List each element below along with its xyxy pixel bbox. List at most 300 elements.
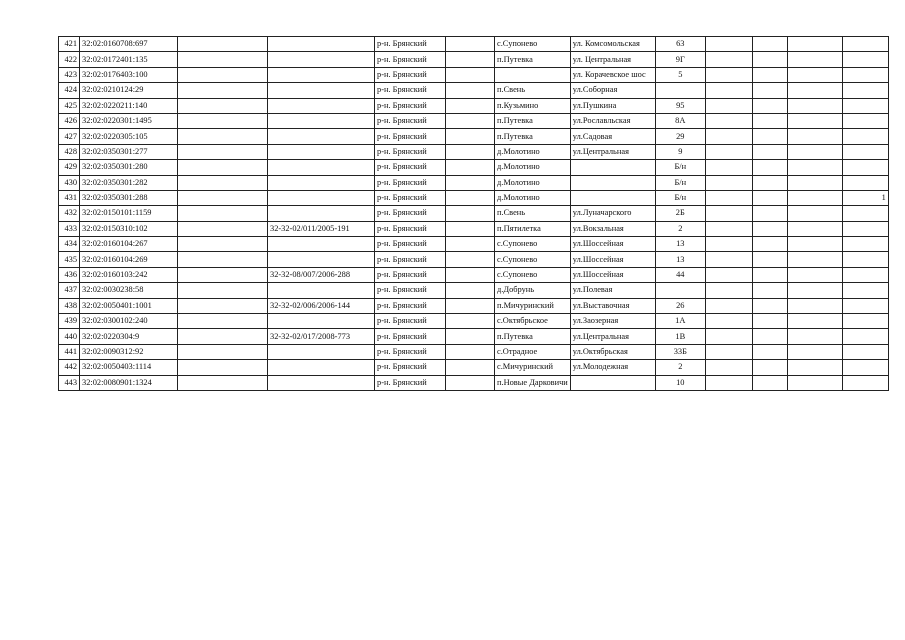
blank-cell-cell xyxy=(705,113,752,128)
blank-cell-cell xyxy=(787,160,842,175)
registration-number-cell xyxy=(268,67,375,82)
street-cell xyxy=(570,175,655,190)
table-row xyxy=(59,190,889,205)
blank-cell-cell xyxy=(705,37,752,52)
row-number-cell: 423 xyxy=(59,67,80,82)
blank-cell-cell xyxy=(752,314,787,329)
blank-cell-cell xyxy=(446,113,495,128)
extra-value-cell xyxy=(842,206,888,221)
row-number-cell: 438 xyxy=(59,298,80,313)
row-number-cell: 442 xyxy=(59,360,80,375)
locality-cell: с.Супонево xyxy=(495,267,571,282)
property-registry-table xyxy=(58,36,889,391)
table-row xyxy=(59,67,889,82)
extra-value-cell xyxy=(842,221,888,236)
extra-value-cell xyxy=(842,37,888,52)
blank-cell-cell xyxy=(752,98,787,113)
street-cell: ул. Комсомольская xyxy=(570,37,655,52)
street-cell: ул.Шоссейная xyxy=(570,267,655,282)
blank-cell-cell xyxy=(178,144,268,159)
blank-cell-cell xyxy=(705,52,752,67)
row-number-cell: 436 xyxy=(59,267,80,282)
street-cell: ул.Шоссейная xyxy=(570,237,655,252)
house-number-cell: 2 xyxy=(655,221,705,236)
extra-value-cell xyxy=(842,144,888,159)
district-cell: р-н. Брянский xyxy=(375,144,446,159)
row-number-cell: 422 xyxy=(59,52,80,67)
cadastral-number-cell: 32:02:0160103:242 xyxy=(80,267,178,282)
cadastral-number-cell: 32:02:0220301:1495 xyxy=(80,113,178,128)
house-number-cell: 44 xyxy=(655,267,705,282)
table-row xyxy=(59,98,889,113)
blank-cell-cell xyxy=(787,375,842,390)
blank-cell-cell xyxy=(787,329,842,344)
blank-cell-cell xyxy=(178,113,268,128)
house-number-cell: 13 xyxy=(655,252,705,267)
row-number-cell: 421 xyxy=(59,37,80,52)
street-cell: ул.Соборная xyxy=(570,83,655,98)
locality-cell xyxy=(495,67,571,82)
district-cell: р-н. Брянский xyxy=(375,375,446,390)
blank-cell-cell xyxy=(752,252,787,267)
locality-cell: п.Новые Дарковичи xyxy=(495,375,571,390)
blank-cell-cell xyxy=(178,37,268,52)
registration-number-cell xyxy=(268,144,375,159)
blank-cell-cell xyxy=(752,160,787,175)
street-cell: ул. Корачевское шос xyxy=(570,67,655,82)
house-number-cell: 33Б xyxy=(655,344,705,359)
house-number-cell: 13 xyxy=(655,237,705,252)
blank-cell-cell xyxy=(446,375,495,390)
blank-cell-cell xyxy=(178,283,268,298)
table-row xyxy=(59,175,889,190)
blank-cell-cell xyxy=(787,344,842,359)
blank-cell-cell xyxy=(705,83,752,98)
locality-cell: п.Путевка xyxy=(495,129,571,144)
cadastral-number-cell: 32:02:0160708:697 xyxy=(80,37,178,52)
blank-cell-cell xyxy=(705,144,752,159)
locality-cell: с.Супонево xyxy=(495,252,571,267)
blank-cell-cell xyxy=(178,314,268,329)
blank-cell-cell xyxy=(752,221,787,236)
cadastral-number-cell: 32:02:0350301:277 xyxy=(80,144,178,159)
blank-cell-cell xyxy=(446,267,495,282)
extra-value-cell xyxy=(842,175,888,190)
cadastral-number-cell: 32:02:0220305:105 xyxy=(80,129,178,144)
blank-cell-cell xyxy=(446,221,495,236)
table-row xyxy=(59,221,889,236)
street-cell: ул.Выставочная xyxy=(570,298,655,313)
registration-number-cell: 32-32-02/017/2008-773 xyxy=(268,329,375,344)
locality-cell: п.Путевка xyxy=(495,113,571,128)
blank-cell-cell xyxy=(446,52,495,67)
blank-cell-cell xyxy=(446,190,495,205)
blank-cell-cell xyxy=(178,67,268,82)
blank-cell-cell xyxy=(446,314,495,329)
street-cell: ул.Шоссейная xyxy=(570,252,655,267)
row-number-cell: 435 xyxy=(59,252,80,267)
table-row xyxy=(59,129,889,144)
district-cell: р-н. Брянский xyxy=(375,37,446,52)
district-cell: р-н. Брянский xyxy=(375,221,446,236)
street-cell: ул.Центральная xyxy=(570,329,655,344)
blank-cell-cell xyxy=(705,375,752,390)
row-number-cell: 443 xyxy=(59,375,80,390)
cadastral-number-cell: 32:02:0176403:100 xyxy=(80,67,178,82)
blank-cell-cell xyxy=(178,206,268,221)
registration-number-cell xyxy=(268,98,375,113)
blank-cell-cell xyxy=(752,329,787,344)
registration-number-cell xyxy=(268,314,375,329)
blank-cell-cell xyxy=(178,267,268,282)
blank-cell-cell xyxy=(787,314,842,329)
district-cell: р-н. Брянский xyxy=(375,52,446,67)
locality-cell: д.Молотино xyxy=(495,190,571,205)
blank-cell-cell xyxy=(752,175,787,190)
blank-cell-cell xyxy=(178,221,268,236)
blank-cell-cell xyxy=(787,237,842,252)
registration-number-cell xyxy=(268,113,375,128)
street-cell: ул.Рославльская xyxy=(570,113,655,128)
house-number-cell: 5 xyxy=(655,67,705,82)
locality-cell: п.Путевка xyxy=(495,52,571,67)
locality-cell: п.Мичуринский xyxy=(495,298,571,313)
blank-cell-cell xyxy=(705,344,752,359)
locality-cell: п.Пятилетка xyxy=(495,221,571,236)
district-cell: р-н. Брянский xyxy=(375,329,446,344)
cadastral-number-cell: 32:02:0050403:1114 xyxy=(80,360,178,375)
district-cell: р-н. Брянский xyxy=(375,67,446,82)
house-number-cell: Б/н xyxy=(655,160,705,175)
row-number-cell: 425 xyxy=(59,98,80,113)
house-number-cell: 10 xyxy=(655,375,705,390)
blank-cell-cell xyxy=(752,67,787,82)
street-cell: ул.Заозерная xyxy=(570,314,655,329)
row-number-cell: 439 xyxy=(59,314,80,329)
blank-cell-cell xyxy=(446,298,495,313)
locality-cell: с.Отрадное xyxy=(495,344,571,359)
blank-cell-cell xyxy=(446,252,495,267)
blank-cell-cell xyxy=(705,129,752,144)
blank-cell-cell xyxy=(446,67,495,82)
blank-cell-cell xyxy=(705,67,752,82)
blank-cell-cell xyxy=(787,360,842,375)
row-number-cell: 437 xyxy=(59,283,80,298)
district-cell: р-н. Брянский xyxy=(375,98,446,113)
blank-cell-cell xyxy=(446,206,495,221)
blank-cell-cell xyxy=(752,144,787,159)
district-cell: р-н. Брянский xyxy=(375,175,446,190)
blank-cell-cell xyxy=(705,314,752,329)
locality-cell: д.Молотино xyxy=(495,144,571,159)
house-number-cell: Б/н xyxy=(655,175,705,190)
extra-value-cell xyxy=(842,283,888,298)
table-row xyxy=(59,206,889,221)
blank-cell-cell xyxy=(178,360,268,375)
row-number-cell: 441 xyxy=(59,344,80,359)
row-number-cell: 431 xyxy=(59,190,80,205)
table-row xyxy=(59,37,889,52)
house-number-cell: 26 xyxy=(655,298,705,313)
blank-cell-cell xyxy=(787,221,842,236)
blank-cell-cell xyxy=(705,329,752,344)
street-cell: ул.Октябрьская xyxy=(570,344,655,359)
locality-cell: п.Свень xyxy=(495,206,571,221)
registration-number-cell xyxy=(268,175,375,190)
blank-cell-cell xyxy=(752,344,787,359)
row-number-cell: 426 xyxy=(59,113,80,128)
table-row xyxy=(59,344,889,359)
extra-value-cell xyxy=(842,267,888,282)
blank-cell-cell xyxy=(178,252,268,267)
cadastral-number-cell: 32:02:0050401:1001 xyxy=(80,298,178,313)
locality-cell: с.Октябрьское xyxy=(495,314,571,329)
registration-number-cell xyxy=(268,360,375,375)
blank-cell-cell xyxy=(705,298,752,313)
cadastral-number-cell: 32:02:0150101:1159 xyxy=(80,206,178,221)
row-number-cell: 428 xyxy=(59,144,80,159)
table-row xyxy=(59,267,889,282)
table-row xyxy=(59,144,889,159)
extra-value-cell xyxy=(842,160,888,175)
locality-cell: с.Супонево xyxy=(495,37,571,52)
blank-cell-cell xyxy=(787,252,842,267)
registration-number-cell xyxy=(268,37,375,52)
blank-cell-cell xyxy=(446,237,495,252)
blank-cell-cell xyxy=(705,98,752,113)
blank-cell-cell xyxy=(705,160,752,175)
row-number-cell: 440 xyxy=(59,329,80,344)
street-cell xyxy=(570,375,655,390)
house-number-cell: 1В xyxy=(655,329,705,344)
district-cell: р-н. Брянский xyxy=(375,360,446,375)
blank-cell-cell xyxy=(705,252,752,267)
blank-cell-cell xyxy=(446,160,495,175)
street-cell: ул.Вокзальная xyxy=(570,221,655,236)
blank-cell-cell xyxy=(446,129,495,144)
registration-number-cell xyxy=(268,52,375,67)
blank-cell-cell xyxy=(752,37,787,52)
blank-cell-cell xyxy=(705,175,752,190)
table-row xyxy=(59,329,889,344)
extra-value-cell xyxy=(842,67,888,82)
district-cell: р-н. Брянский xyxy=(375,129,446,144)
district-cell: р-н. Брянский xyxy=(375,237,446,252)
blank-cell-cell xyxy=(178,52,268,67)
street-cell: ул. Центральная xyxy=(570,52,655,67)
blank-cell-cell xyxy=(787,37,842,52)
document-sheet xyxy=(58,36,889,391)
district-cell: р-н. Брянский xyxy=(375,190,446,205)
blank-cell-cell xyxy=(446,83,495,98)
cadastral-number-cell: 32:02:0350301:280 xyxy=(80,160,178,175)
house-number-cell xyxy=(655,83,705,98)
district-cell: р-н. Брянский xyxy=(375,113,446,128)
blank-cell-cell xyxy=(752,298,787,313)
locality-cell: д.Молотино xyxy=(495,175,571,190)
house-number-cell: 63 xyxy=(655,37,705,52)
row-number-cell: 424 xyxy=(59,83,80,98)
cadastral-number-cell: 32:02:0220211:140 xyxy=(80,98,178,113)
house-number-cell: Б/н xyxy=(655,190,705,205)
table-row xyxy=(59,360,889,375)
blank-cell-cell xyxy=(178,98,268,113)
extra-value-cell xyxy=(842,113,888,128)
blank-cell-cell xyxy=(178,129,268,144)
cadastral-number-cell: 32:02:0300102:240 xyxy=(80,314,178,329)
registration-number-cell xyxy=(268,344,375,359)
district-cell: р-н. Брянский xyxy=(375,252,446,267)
district-cell: р-н. Брянский xyxy=(375,344,446,359)
locality-cell: п.Путевка xyxy=(495,329,571,344)
table-row xyxy=(59,314,889,329)
house-number-cell: 9Г xyxy=(655,52,705,67)
table-row xyxy=(59,237,889,252)
cadastral-number-cell: 32:02:0210124:29 xyxy=(80,83,178,98)
cadastral-number-cell: 32:02:0350301:282 xyxy=(80,175,178,190)
blank-cell-cell xyxy=(705,206,752,221)
street-cell: ул.Молодежная xyxy=(570,360,655,375)
locality-cell: с.Супонево xyxy=(495,237,571,252)
blank-cell-cell xyxy=(787,283,842,298)
registration-number-cell xyxy=(268,190,375,205)
row-number-cell: 427 xyxy=(59,129,80,144)
blank-cell-cell xyxy=(787,206,842,221)
blank-cell-cell xyxy=(178,344,268,359)
blank-cell-cell xyxy=(787,129,842,144)
blank-cell-cell xyxy=(178,237,268,252)
registration-number-cell xyxy=(268,283,375,298)
extra-value-cell xyxy=(842,129,888,144)
extra-value-cell xyxy=(842,237,888,252)
blank-cell-cell xyxy=(446,37,495,52)
registration-number-cell xyxy=(268,129,375,144)
blank-cell-cell xyxy=(446,329,495,344)
blank-cell-cell xyxy=(787,175,842,190)
cadastral-number-cell: 32:02:0220304:9 xyxy=(80,329,178,344)
cadastral-number-cell: 32:02:0160104:269 xyxy=(80,252,178,267)
cadastral-number-cell: 32:02:0172401:135 xyxy=(80,52,178,67)
house-number-cell xyxy=(655,283,705,298)
blank-cell-cell xyxy=(787,67,842,82)
blank-cell-cell xyxy=(446,283,495,298)
cadastral-number-cell: 32:02:0030238:58 xyxy=(80,283,178,298)
blank-cell-cell xyxy=(705,360,752,375)
cadastral-number-cell: 32:02:0090312:92 xyxy=(80,344,178,359)
row-number-cell: 433 xyxy=(59,221,80,236)
district-cell: р-н. Брянский xyxy=(375,283,446,298)
house-number-cell: 29 xyxy=(655,129,705,144)
house-number-cell: 1А xyxy=(655,314,705,329)
blank-cell-cell xyxy=(752,113,787,128)
district-cell: р-н. Брянский xyxy=(375,267,446,282)
blank-cell-cell xyxy=(752,267,787,282)
blank-cell-cell xyxy=(787,298,842,313)
house-number-cell: 8А xyxy=(655,113,705,128)
blank-cell-cell xyxy=(752,375,787,390)
table-row xyxy=(59,252,889,267)
district-cell: р-н. Брянский xyxy=(375,160,446,175)
registration-number-cell xyxy=(268,375,375,390)
blank-cell-cell xyxy=(787,98,842,113)
registration-number-cell xyxy=(268,206,375,221)
blank-cell-cell xyxy=(787,267,842,282)
blank-cell-cell xyxy=(787,190,842,205)
house-number-cell: 2Б xyxy=(655,206,705,221)
extra-value-cell xyxy=(842,314,888,329)
extra-value-cell xyxy=(842,252,888,267)
extra-value-cell xyxy=(842,98,888,113)
locality-cell: с.Мичуринский xyxy=(495,360,571,375)
street-cell: ул.Центральная xyxy=(570,144,655,159)
registration-number-cell: 32-32-08/007/2006-288 xyxy=(268,267,375,282)
registration-number-cell xyxy=(268,160,375,175)
street-cell xyxy=(570,160,655,175)
registration-number-cell xyxy=(268,83,375,98)
extra-value-cell xyxy=(842,298,888,313)
table-row xyxy=(59,52,889,67)
blank-cell-cell xyxy=(446,344,495,359)
table-row xyxy=(59,375,889,390)
house-number-cell: 9 xyxy=(655,144,705,159)
extra-value-cell xyxy=(842,83,888,98)
house-number-cell: 2 xyxy=(655,360,705,375)
blank-cell-cell xyxy=(178,375,268,390)
house-number-cell: 95 xyxy=(655,98,705,113)
registration-number-cell: 32-32-02/006/2006-144 xyxy=(268,298,375,313)
extra-value-cell xyxy=(842,344,888,359)
blank-cell-cell xyxy=(752,129,787,144)
district-cell: р-н. Брянский xyxy=(375,314,446,329)
blank-cell-cell xyxy=(752,360,787,375)
blank-cell-cell xyxy=(752,190,787,205)
blank-cell-cell xyxy=(787,52,842,67)
table-row xyxy=(59,160,889,175)
district-cell: р-н. Брянский xyxy=(375,83,446,98)
extra-value-cell xyxy=(842,375,888,390)
blank-cell-cell xyxy=(787,83,842,98)
blank-cell-cell xyxy=(178,83,268,98)
registration-number-cell xyxy=(268,252,375,267)
extra-value-cell xyxy=(842,329,888,344)
blank-cell-cell xyxy=(446,360,495,375)
table-row xyxy=(59,83,889,98)
table-row xyxy=(59,298,889,313)
district-cell: р-н. Брянский xyxy=(375,206,446,221)
blank-cell-cell xyxy=(752,206,787,221)
locality-cell: д.Добрунь xyxy=(495,283,571,298)
extra-value-cell xyxy=(842,360,888,375)
blank-cell-cell xyxy=(178,175,268,190)
row-number-cell: 430 xyxy=(59,175,80,190)
district-cell: р-н. Брянский xyxy=(375,298,446,313)
blank-cell-cell xyxy=(705,190,752,205)
blank-cell-cell xyxy=(752,52,787,67)
row-number-cell: 429 xyxy=(59,160,80,175)
street-cell: ул.Пушкина xyxy=(570,98,655,113)
blank-cell-cell xyxy=(787,113,842,128)
locality-cell: п.Кузьмино xyxy=(495,98,571,113)
blank-cell-cell xyxy=(705,267,752,282)
street-cell: ул.Садовая xyxy=(570,129,655,144)
blank-cell-cell xyxy=(178,160,268,175)
blank-cell-cell xyxy=(178,298,268,313)
registration-number-cell: 32-32-02/011/2005-191 xyxy=(268,221,375,236)
locality-cell: д.Молотино xyxy=(495,160,571,175)
cadastral-number-cell: 32:02:0080901:1324 xyxy=(80,375,178,390)
blank-cell-cell xyxy=(178,329,268,344)
blank-cell-cell xyxy=(446,144,495,159)
